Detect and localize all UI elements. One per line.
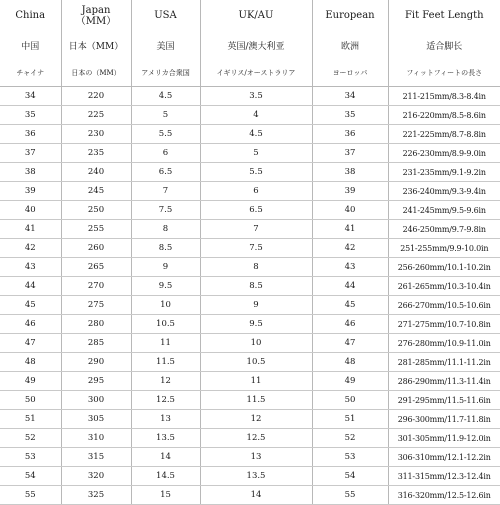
table-row [0,334,500,353]
cell-usa-size: 7.5 [131,201,200,220]
header-usa-zh: 美国 [131,31,200,59]
table-row [0,87,500,106]
header-uk-au-ja: イギリス/オーストラリア [200,59,312,87]
table-row [0,258,500,277]
cell-usa-size: 15 [131,486,200,505]
cell-uk-au-size: 12 [200,410,312,429]
cell-fit-feet-length: 261-265mm/10.3-10.4in [388,277,500,296]
cell-fit-feet-length: 226-230mm/8.9-9.0in [388,144,500,163]
cell-usa-size: 5 [131,106,200,125]
table-row [0,125,500,144]
cell-usa-size: 5.5 [131,125,200,144]
cell-fit-feet-length: 301-305mm/11.9-12.0in [388,429,500,448]
table-row [0,391,500,410]
header-japan-ja: 日本の（MM） [61,59,131,87]
header-uk-au: UK/AU [200,0,312,31]
cell-fit-feet-length: 276-280mm/10.9-11.0in [388,334,500,353]
cell-uk-au-size: 11 [200,372,312,391]
cell-fit-feet-length: 306-310mm/12.1-12.2in [388,448,500,467]
cell-fit-feet-length: 256-260mm/10.1-10.2in [388,258,500,277]
header-usa-ja: アメリカ合衆国 [131,59,200,87]
table-row [0,106,500,125]
table-row [0,220,500,239]
cell-japan-size: 245 [61,182,131,201]
cell-china-size: 47 [0,334,61,353]
cell-china-size: 46 [0,315,61,334]
cell-european-size: 52 [312,429,388,448]
cell-japan-size: 320 [61,467,131,486]
cell-uk-au-size: 8.5 [200,277,312,296]
header-fit-feet-length: Fit Feet Length [388,0,500,31]
cell-japan-size: 300 [61,391,131,410]
header-uk-au-zh: 英国/澳大利亚 [200,31,312,59]
cell-china-size: 55 [0,486,61,505]
cell-european-size: 49 [312,372,388,391]
cell-fit-feet-length: 271-275mm/10.7-10.8in [388,315,500,334]
cell-uk-au-size: 13.5 [200,467,312,486]
cell-fit-feet-length: 291-295mm/11.5-11.6in [388,391,500,410]
table-row [0,201,500,220]
cell-fit-feet-length: 251-255mm/9.9-10.0in [388,239,500,258]
header-japan-zh: 日本（MM） [61,31,131,59]
cell-usa-size: 11 [131,334,200,353]
cell-japan-size: 280 [61,315,131,334]
cell-european-size: 41 [312,220,388,239]
header-usa: USA [131,0,200,31]
table-row [0,296,500,315]
cell-uk-au-size: 6.5 [200,201,312,220]
cell-usa-size: 8 [131,220,200,239]
table-row [0,163,500,182]
header-japan: Japan （MM） [61,0,131,31]
cell-japan-size: 225 [61,106,131,125]
cell-uk-au-size: 9.5 [200,315,312,334]
cell-japan-size: 240 [61,163,131,182]
cell-european-size: 55 [312,486,388,505]
cell-uk-au-size: 9 [200,296,312,315]
cell-japan-size: 270 [61,277,131,296]
cell-uk-au-size: 7.5 [200,239,312,258]
cell-japan-size: 265 [61,258,131,277]
cell-fit-feet-length: 211-215mm/8.3-8.4in [388,87,500,106]
cell-fit-feet-length: 286-290mm/11.3-11.4in [388,372,500,391]
cell-japan-size: 275 [61,296,131,315]
cell-european-size: 34 [312,87,388,106]
header-fit-feet-length-ja: フィットフィートの長さ [388,59,500,87]
cell-european-size: 38 [312,163,388,182]
cell-usa-size: 13 [131,410,200,429]
header-fit-feet-length-zh: 适合脚长 [388,31,500,59]
header-row-chinese [0,31,500,59]
cell-european-size: 43 [312,258,388,277]
table-row [0,448,500,467]
cell-usa-size: 14 [131,448,200,467]
cell-european-size: 50 [312,391,388,410]
table-row [0,315,500,334]
cell-china-size: 41 [0,220,61,239]
cell-usa-size: 7 [131,182,200,201]
cell-china-size: 48 [0,353,61,372]
cell-china-size: 43 [0,258,61,277]
cell-china-size: 50 [0,391,61,410]
cell-china-size: 39 [0,182,61,201]
header-row-english [0,0,500,31]
table-row [0,144,500,163]
header-european-zh: 欧洲 [312,31,388,59]
cell-uk-au-size: 11.5 [200,391,312,410]
cell-usa-size: 9 [131,258,200,277]
cell-japan-size: 295 [61,372,131,391]
cell-european-size: 53 [312,448,388,467]
cell-uk-au-size: 3.5 [200,87,312,106]
cell-usa-size: 4.5 [131,87,200,106]
cell-japan-size: 230 [61,125,131,144]
cell-usa-size: 8.5 [131,239,200,258]
cell-european-size: 46 [312,315,388,334]
cell-usa-size: 14.5 [131,467,200,486]
cell-uk-au-size: 5.5 [200,163,312,182]
cell-uk-au-size: 4.5 [200,125,312,144]
cell-usa-size: 10.5 [131,315,200,334]
table-row [0,277,500,296]
cell-usa-size: 12 [131,372,200,391]
table-row [0,372,500,391]
cell-japan-size: 310 [61,429,131,448]
header-row-japanese [0,59,500,87]
cell-fit-feet-length: 231-235mm/9.1-9.2in [388,163,500,182]
cell-european-size: 42 [312,239,388,258]
cell-china-size: 35 [0,106,61,125]
cell-china-size: 37 [0,144,61,163]
cell-european-size: 48 [312,353,388,372]
cell-european-size: 36 [312,125,388,144]
cell-fit-feet-length: 281-285mm/11.1-11.2in [388,353,500,372]
cell-japan-size: 325 [61,486,131,505]
cell-china-size: 40 [0,201,61,220]
header-china: China [15,10,46,21]
cell-japan-size: 290 [61,353,131,372]
header-european-ja: ヨーロッパ [312,59,388,87]
cell-china-size: 52 [0,429,61,448]
cell-fit-feet-length: 266-270mm/10.5-10.6in [388,296,500,315]
cell-japan-size: 285 [61,334,131,353]
header-china-zh: 中国 [21,41,40,52]
header-china-ja: チャイナ [0,59,61,87]
cell-japan-size: 220 [61,87,131,106]
cell-european-size: 44 [312,277,388,296]
cell-fit-feet-length: 241-245mm/9.5-9.6in [388,201,500,220]
cell-china-size: 38 [0,163,61,182]
cell-usa-size: 6.5 [131,163,200,182]
cell-usa-size: 6 [131,144,200,163]
cell-european-size: 35 [312,106,388,125]
cell-european-size: 37 [312,144,388,163]
cell-fit-feet-length: 236-240mm/9.3-9.4in [388,182,500,201]
cell-japan-size: 305 [61,410,131,429]
cell-usa-size: 12.5 [131,391,200,410]
cell-japan-size: 315 [61,448,131,467]
cell-usa-size: 10 [131,296,200,315]
header-european: European [312,0,388,31]
cell-china-size: 53 [0,448,61,467]
cell-uk-au-size: 10.5 [200,353,312,372]
cell-european-size: 45 [312,296,388,315]
cell-european-size: 54 [312,467,388,486]
cell-european-size: 39 [312,182,388,201]
cell-uk-au-size: 8 [200,258,312,277]
cell-japan-size: 235 [61,144,131,163]
cell-japan-size: 255 [61,220,131,239]
cell-fit-feet-length: 216-220mm/8.5-8.6in [388,106,500,125]
table-row [0,410,500,429]
cell-uk-au-size: 12.5 [200,429,312,448]
table-row [0,239,500,258]
cell-fit-feet-length: 296-300mm/11.7-11.8in [388,410,500,429]
cell-european-size: 47 [312,334,388,353]
cell-china-size: 44 [0,277,61,296]
cell-china-size: 42 [0,239,61,258]
cell-fit-feet-length: 221-225mm/8.7-8.8in [388,125,500,144]
cell-uk-au-size: 5 [200,144,312,163]
cell-fit-feet-length: 311-315mm/12.3-12.4in [388,467,500,486]
cell-usa-size: 11.5 [131,353,200,372]
table-row [0,429,500,448]
cell-uk-au-size: 7 [200,220,312,239]
cell-china-size: 34 [0,87,61,106]
cell-uk-au-size: 14 [200,486,312,505]
cell-china-size: 36 [0,125,61,144]
cell-uk-au-size: 4 [200,106,312,125]
cell-uk-au-size: 10 [200,334,312,353]
cell-european-size: 40 [312,201,388,220]
cell-european-size: 51 [312,410,388,429]
cell-fit-feet-length: 316-320mm/12.5-12.6in [388,486,500,505]
cell-china-size: 49 [0,372,61,391]
cell-china-size: 51 [0,410,61,429]
cell-fit-feet-length: 246-250mm/9.7-9.8in [388,220,500,239]
cell-china-size: 45 [0,296,61,315]
cell-usa-size: 9.5 [131,277,200,296]
cell-japan-size: 250 [61,201,131,220]
cell-china-size: 54 [0,467,61,486]
cell-usa-size: 13.5 [131,429,200,448]
cell-uk-au-size: 6 [200,182,312,201]
table-row [0,353,500,372]
table-row [0,182,500,201]
table-row [0,486,500,505]
cell-japan-size: 260 [61,239,131,258]
table-row [0,467,500,486]
cell-uk-au-size: 13 [200,448,312,467]
